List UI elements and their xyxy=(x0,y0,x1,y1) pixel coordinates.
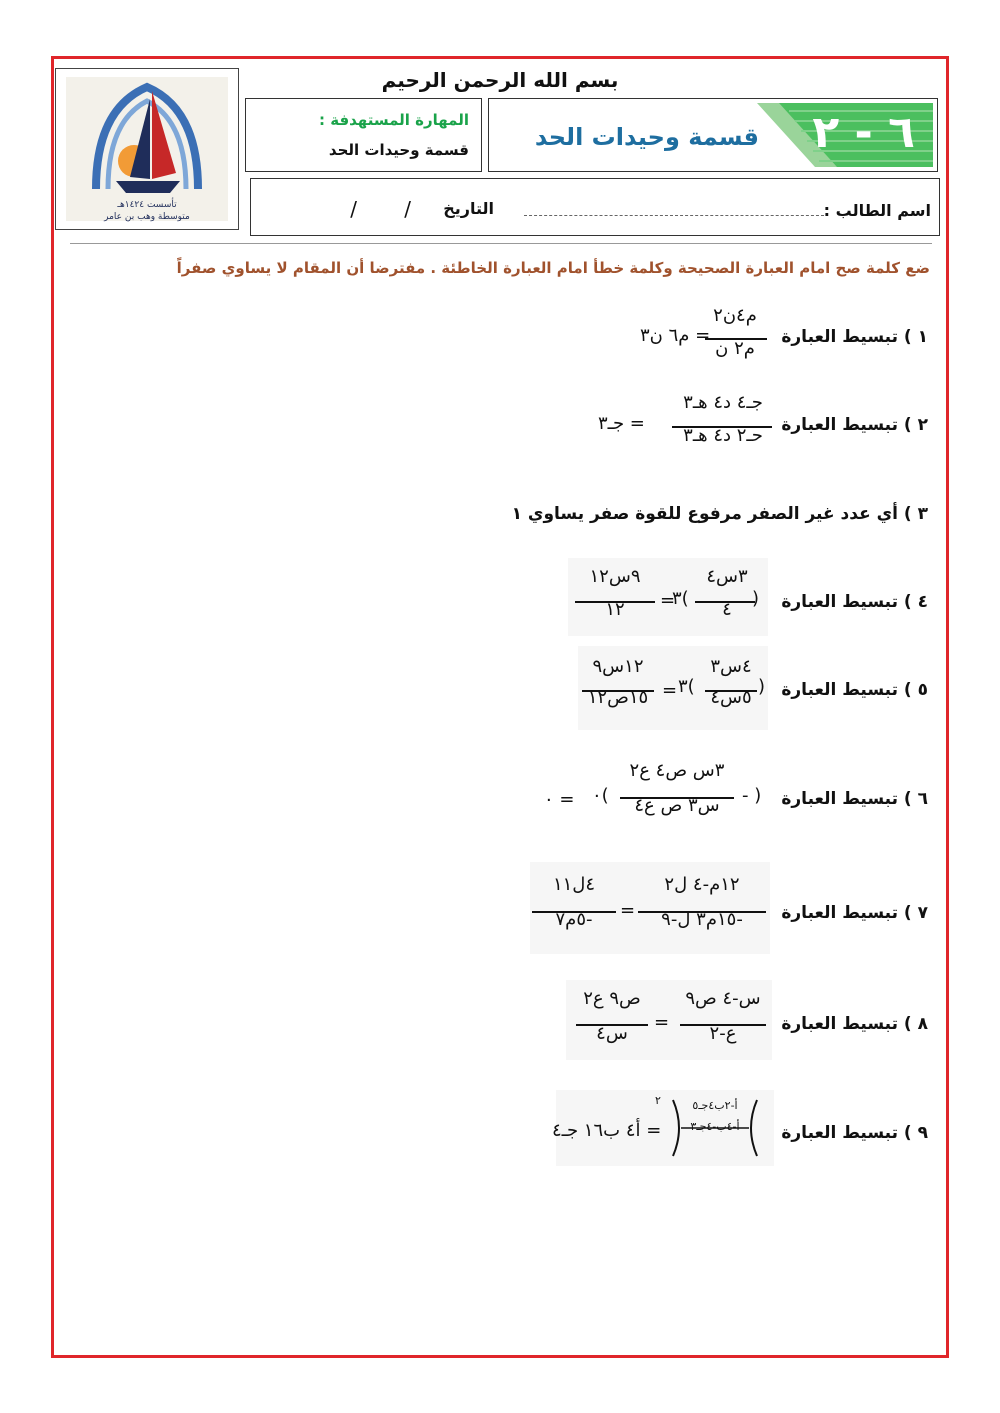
fraction-denominator: ١٢ xyxy=(605,599,625,620)
fraction-denominator: ٥س٤ xyxy=(710,687,752,708)
fraction-denominator: -٥م٧ xyxy=(555,909,593,930)
question-9-fraction xyxy=(672,1099,758,1133)
fraction-denominator: ٤ xyxy=(722,599,732,620)
question-1-label: ١ ) تبسيط العبارة xyxy=(781,327,928,347)
svg-text:متوسطة وهب بن عامر: متوسطة وهب بن عامر xyxy=(104,212,190,222)
lesson-banner xyxy=(488,98,938,172)
fraction-numerator: ص٩ ع٢ xyxy=(583,988,641,1009)
question-6-label: ٦ ) تبسيط العبارة xyxy=(781,789,928,809)
paren-close: )٠ xyxy=(592,785,609,806)
fraction-bar xyxy=(532,911,616,913)
fraction-numerator: ٩س١٢ xyxy=(589,566,641,587)
equals-sign: = xyxy=(660,590,676,611)
question-8-fraction xyxy=(678,988,768,1044)
student-name-field[interactable] xyxy=(524,215,824,216)
fraction-bar xyxy=(575,601,655,603)
lesson-title: قسمة وحيدات الحد xyxy=(534,123,759,151)
question-4-fraction xyxy=(692,566,762,620)
question-3-label: ٣ ) أي عدد غير الصفر مرفوع للقوة صفر يساوي ١ xyxy=(511,504,928,524)
question-9-result: = أ٤ ب١٦ جـ٤ xyxy=(552,1120,662,1141)
paren-close: )٣ xyxy=(672,588,689,609)
fraction-denominator: س٣ ص ع٤ xyxy=(634,795,720,816)
basmala: بسم الله الرحمن الرحيم xyxy=(381,68,619,92)
fraction-bar xyxy=(576,1024,648,1026)
fraction-numerator: جـ٤ د٤ هـ٣ xyxy=(683,392,763,413)
question-1-result: = م٦ ن٣ xyxy=(640,325,711,346)
question-7-result xyxy=(532,874,616,930)
paren-open: ( - xyxy=(742,785,762,806)
question-5-fraction xyxy=(703,656,759,708)
fraction-bar xyxy=(680,1024,766,1026)
school-logo xyxy=(55,68,239,230)
equals-sign: = xyxy=(662,680,678,701)
question-6-fraction xyxy=(618,760,736,816)
skill-value: قسمة وحيدات الحد xyxy=(328,141,469,159)
fraction-numerator: م٤ن٢ xyxy=(713,305,757,326)
equals-sign: = xyxy=(654,1012,670,1033)
fraction-numerator: ٣س ص٤ ع٢ xyxy=(629,760,725,781)
fraction-numerator: ١٢س٩ xyxy=(592,656,644,677)
fraction-bar xyxy=(695,601,755,603)
fraction-numerator: ٤ل١١ xyxy=(552,874,596,895)
svg-text:تأسست ١٤٢٤هـ: تأسست ١٤٢٤هـ xyxy=(117,200,177,210)
fraction-bar xyxy=(582,690,654,692)
fraction-bar xyxy=(705,338,767,340)
fraction-numerator: ٣س٤ xyxy=(706,566,748,587)
question-7-fraction xyxy=(636,874,768,930)
fraction-numerator: س-٤ ص٩ xyxy=(685,988,761,1009)
question-5-result xyxy=(580,656,656,708)
fraction-numerator: ٤س٣ xyxy=(710,656,752,677)
skill-box xyxy=(245,98,482,172)
question-8-label: ٨ ) تبسيط العبارة xyxy=(781,1014,928,1034)
fraction-denominator: -١٥م٣ ل-٩ xyxy=(661,909,743,930)
instructions: ضع كلمة صح امام العبارة الصحيحة وكلمة خطأ امام العبارة الخاطئة . مفترضا أن المقام لا يساوي صفراً xyxy=(176,259,930,277)
paren-open: ( xyxy=(758,676,766,697)
skill-title: المهارة المستهدفة : xyxy=(319,111,469,129)
fraction-bar xyxy=(672,426,772,428)
fraction-denominator: م٢ ن xyxy=(715,338,755,359)
fraction-bar xyxy=(620,797,734,799)
date-label: التاريخ xyxy=(443,199,494,218)
question-4-label: ٤ ) تبسيط العبارة xyxy=(781,592,928,612)
fraction-denominator: ع-٢ xyxy=(709,1023,737,1044)
date-slash: / xyxy=(350,197,357,221)
question-2-fraction xyxy=(668,392,778,446)
question-8-result xyxy=(574,988,650,1044)
power-exponent: ٢ xyxy=(655,1094,661,1107)
fraction-bar xyxy=(638,911,766,913)
paren-open: ( xyxy=(752,588,760,609)
divider xyxy=(70,243,932,244)
fraction-denominator: أ-٤ب-٤جـ٣ xyxy=(690,1120,740,1133)
student-name-label: اسم الطالب : xyxy=(823,201,931,220)
fraction-bar xyxy=(705,690,757,692)
question-7-label: ٧ ) تبسيط العبارة xyxy=(781,903,928,923)
fraction-denominator: س٤ xyxy=(596,1023,628,1044)
question-6-result: = ٠ xyxy=(544,789,575,810)
lesson-number: ٦ - ٢ xyxy=(812,107,915,158)
question-2-result: = جـ٣ xyxy=(598,413,645,434)
question-4-result xyxy=(575,566,655,620)
question-1-fraction xyxy=(700,305,770,359)
equals-sign: = xyxy=(620,900,636,921)
fraction-numerator: ١٢م-٤ ل٢ xyxy=(664,874,740,895)
student-info-row xyxy=(250,178,940,236)
logo-emblem-icon xyxy=(56,69,238,229)
page-border xyxy=(51,56,949,1358)
question-2-label: ٢ ) تبسيط العبارة xyxy=(781,415,928,435)
fraction-denominator: حـ٢ د٤ هـ٣ xyxy=(683,425,763,446)
paren-close: )٣ xyxy=(678,676,695,697)
date-slash: / xyxy=(404,197,411,221)
fraction-denominator: ١٥ص١٢ xyxy=(587,687,649,708)
question-5-label: ٥ ) تبسيط العبارة xyxy=(781,680,928,700)
fraction-numerator: أ-٢ب٤جـ٥ xyxy=(692,1099,738,1112)
question-9-label: ٩ ) تبسيط العبارة xyxy=(781,1123,928,1143)
